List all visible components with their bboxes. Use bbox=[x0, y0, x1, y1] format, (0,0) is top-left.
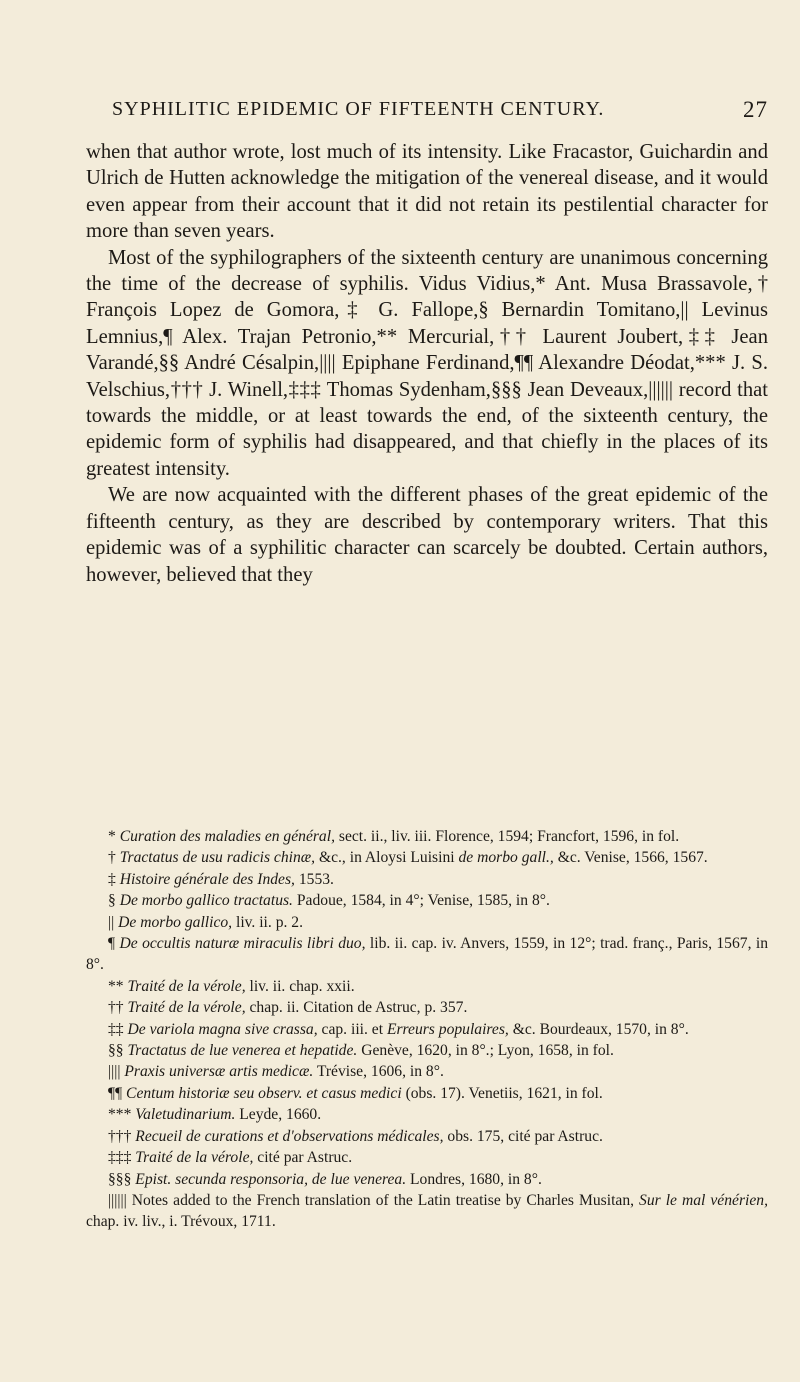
paragraph: when that author wrote, lost much of its intensity. Like Fracastor, Guichardin and Ulrich de Hutten acknowledge the mitigation of the venereal disease, and it would even appear from their account that it did not retain its pestilential character for more than seven years. bbox=[86, 141, 768, 243]
footnote: ‡‡ De variola magna sive crassa, cap. iii. et Erreurs populaires, &c. Bourdeaux, 1570, in 8°. bbox=[108, 1020, 689, 1038]
footnote: ** Traité de la vérole, liv. ii. chap. xxii. bbox=[108, 977, 355, 995]
page-number: 27 bbox=[743, 97, 768, 122]
footnotes bbox=[86, 826, 768, 1233]
footnote: §§ Tractatus de lue venerea et hepatide. Genève, 1620, in 8°.; Lyon, 1658, in fol. bbox=[108, 1042, 614, 1060]
footnote: || De morbo gallico, liv. ii. p. 2. bbox=[108, 913, 303, 931]
footnote: § De morbo gallico tractatus. Padoue, 1584, in 4°; Venise, 1585, in 8°. bbox=[108, 892, 550, 910]
footnote: |||| Praxis universæ artis medicæ. Trévise, 1606, in 8°. bbox=[108, 1063, 444, 1081]
footnote: ††† Recueil de curations et d'observations médicales, obs. 175, cité par Astruc. bbox=[108, 1127, 603, 1145]
footnote: ‡ Histoire générale des Indes, 1553. bbox=[108, 870, 334, 888]
paragraph: We are now acquainted with the different phases of the great epidemic of the fifteenth century, as they are described by contemporary writers. That this epidemic was of a syphilitic character can scarcely be doubted. Certain authors, however, believed that they bbox=[86, 484, 768, 586]
footnote: †† Traité de la vérole, chap. ii. Citation de Astruc, p. 357. bbox=[108, 999, 468, 1017]
footnote: † Tractatus de usu radicis chinæ, &c., in Aloysi Luisini de morbo gall., &c. Venise, 1566, 1567. bbox=[108, 849, 708, 867]
paragraph: Most of the syphilographers of the sixteenth century are unanimous concerning the time of the decrease of syphilis. Vidus Vidius,* Ant. Musa Brassavole,† François Lopez de Gomora,‡ G. Fallope,§ Bernardin Tomitano,|| Levinus Lemnius,¶ Alex. Trajan Petronio,** Mercurial,†† Laurent Joubert,‡‡ Jean Varandé,§§ André Césalpin,|||| Epiphane Ferdinand,¶¶ Alexandre Déodat,*** J. S. Velschius,††† J. Winell,‡‡‡ Thomas Sydenham,§§§ Jean Deveaux,|||||| record that towards the middle, or at least towards the end, of the sixteenth century, the epidemic form of syphilis had disappeared, and that chiefly in the places of its greatest intensity. bbox=[86, 246, 768, 480]
footnote: *** Valetudinarium. Leyde, 1660. bbox=[108, 1106, 322, 1124]
body-text bbox=[86, 139, 768, 588]
footnote: * Curation des maladies en général, sect. ii., liv. iii. Florence, 1594; Francfort, 1596, in fol. bbox=[108, 828, 680, 845]
footnote: |||||| Notes added to the French translation of the Latin treatise by Charles Musitan, Sur le mal vénérien, chap. iv. liv., i. Trévoux, 1711. bbox=[86, 1191, 768, 1231]
footnote: §§§ Epist. secunda responsoria, de lue venerea. Londres, 1680, in 8°. bbox=[108, 1170, 542, 1188]
footnote: ‡‡‡ Traité de la vérole, cité par Astruc. bbox=[108, 1149, 353, 1167]
running-title: SYPHILITIC EPIDEMIC OF FIFTEENTH CENTURY. bbox=[112, 98, 605, 120]
footnote: ¶ De occultis naturæ miraculis libri duo, lib. ii. cap. iv. Anvers, 1559, in 12°; trad. franç., Paris, 1567, in 8°. bbox=[86, 935, 768, 974]
footnote: ¶¶ Centum historiæ seu observ. et casus medici (obs. 17). Venetiis, 1621, in fol. bbox=[108, 1084, 603, 1102]
